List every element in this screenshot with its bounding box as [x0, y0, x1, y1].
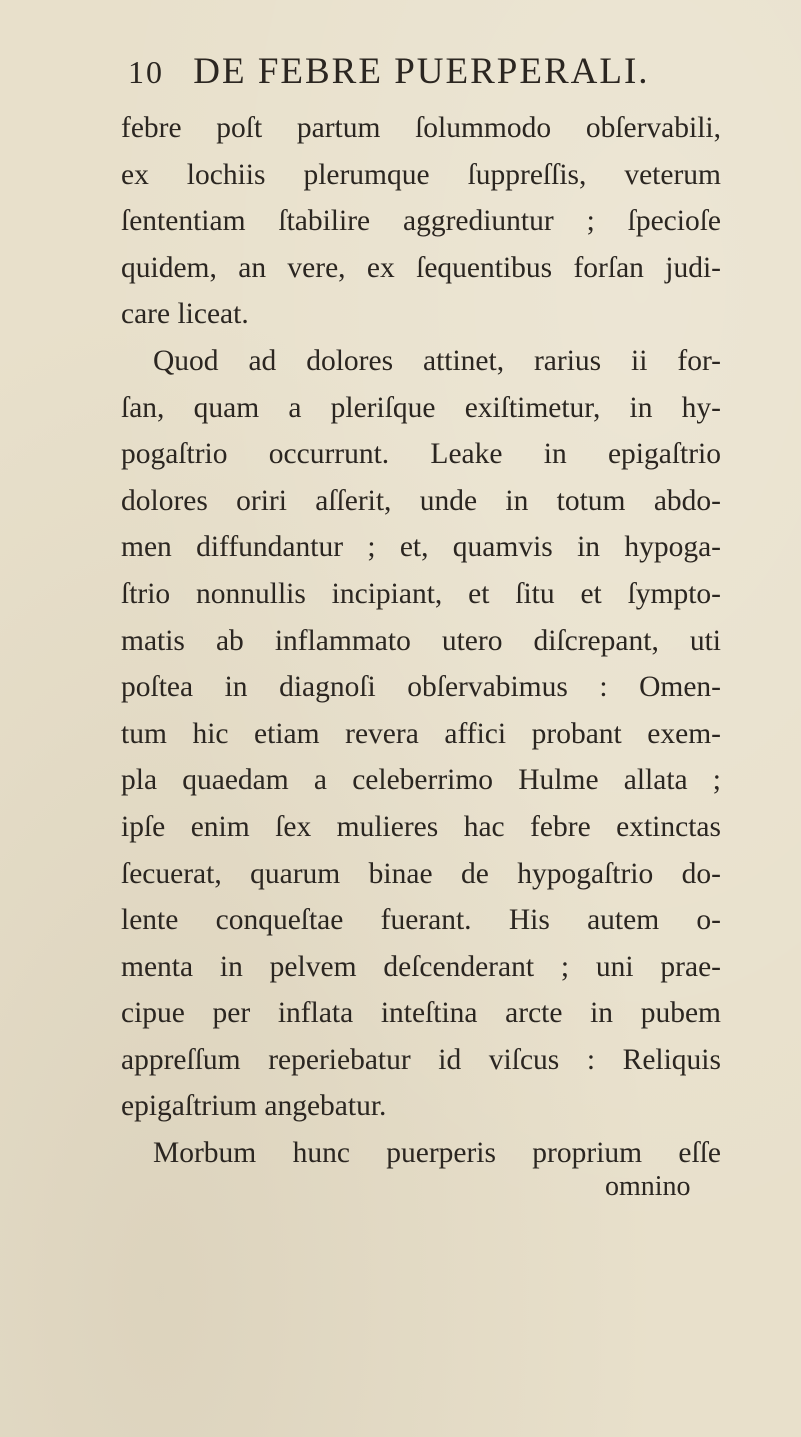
text-line: epigaſtrium angebatur.	[121, 1090, 387, 1123]
text-line: dolores oriri aſſerit, unde in totum abdo-	[121, 484, 721, 517]
text-line: pogaſtrio occurrunt. Leake in epigaſtrio	[121, 438, 721, 471]
text-line: lente conqueſtae fuerant. His autem o-	[121, 904, 721, 937]
text-line: quidem, an vere, ex ſequentibus forſan judi-	[121, 251, 721, 284]
text-line: men diffundantur ; et, quamvis in hypoga-	[121, 531, 721, 564]
text-line: ex lochiis plerumque ſuppreſſis, veterum	[121, 158, 721, 191]
text-line: pla quaedam a celeberrimo Hulme allata ;	[121, 764, 721, 797]
page-title: DE FEBRE PUERPERALI.	[193, 51, 650, 92]
text-line: Quod ad dolores attinet, rarius ii for-	[153, 344, 721, 377]
text-line: appreſſum reperiebatur id viſcus : Reliquis	[121, 1043, 721, 1076]
text-line: Morbum hunc puerperis proprium eſſe	[153, 1137, 721, 1170]
text-line: ſtrio nonnullis incipiant, et ſitu et ſympto-	[121, 577, 721, 610]
text-line: poſtea in diagnoſi obſervabimus : Omen-	[121, 671, 721, 704]
text-line: ſecuerat, quarum binae de hypogaſtrio do-	[121, 857, 721, 890]
body-text	[121, 105, 721, 1177]
text-line: tum hic etiam revera affici probant exem-	[121, 717, 721, 750]
text-line: ſan, quam a pleriſque exiſtimetur, in hy-	[121, 391, 721, 424]
text-line: matis ab inflammato utero diſcrepant, uti	[121, 624, 721, 657]
text-line: menta in pelvem deſcenderant ; uni prae-	[121, 950, 721, 983]
text-line: ſententiam ſtabilire aggrediuntur ; ſpecioſe	[121, 205, 721, 238]
catchword: omnino	[605, 1171, 691, 1202]
running-head	[128, 50, 650, 93]
text-line: cipue per inflata inteſtina arcte in pubem	[121, 997, 721, 1030]
text-line: ipſe enim ſex mulieres hac febre extinctas	[121, 810, 721, 843]
text-line: care liceat.	[121, 298, 249, 331]
page-number: 10	[128, 54, 164, 90]
text-line: febre poſt partum ſolummodo obſervabili,	[121, 112, 721, 144]
